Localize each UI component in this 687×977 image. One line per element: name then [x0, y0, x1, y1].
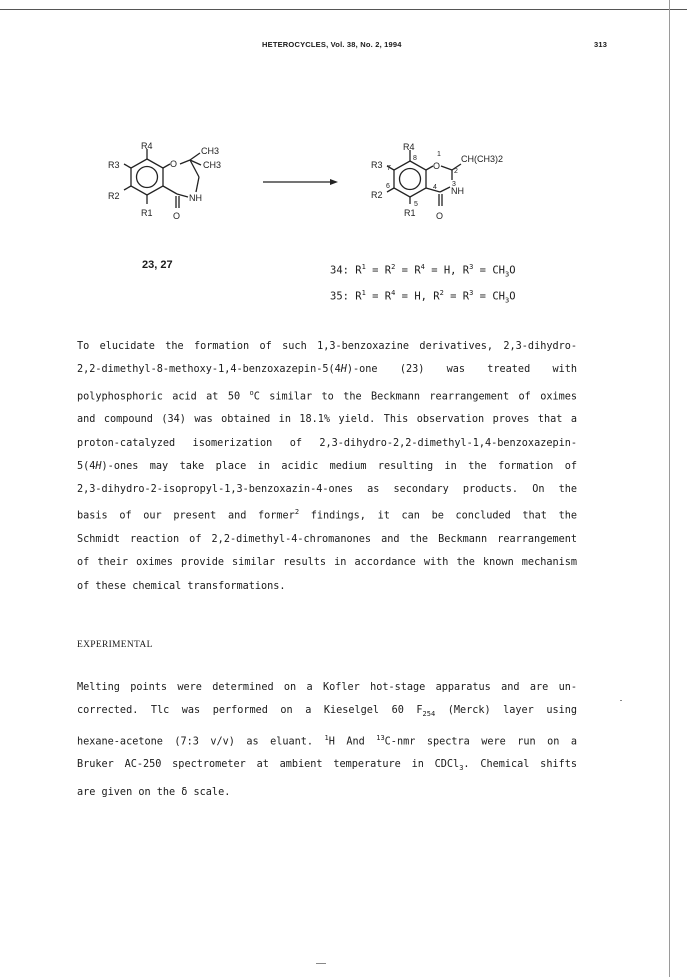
right-locant-4: 4 [433, 184, 437, 191]
aromatic-circle-right [400, 169, 421, 190]
right-label-nh: NH [451, 186, 464, 196]
left-label-nh: NH [189, 193, 202, 203]
compound-34-substituents: 34: $R^1 = R^2 = R^4 = H$, $R^3 = CH_3O$ [330, 263, 516, 279]
journal-citation: HETEROCYCLES, Vol. 38, No. 2, 1994 [262, 40, 402, 49]
text-line: 2,2-dimethyl-8-methoxy-1,4-benzoxazepin-5(4H)-one (23) was treated with [77, 364, 577, 376]
reaction-arrow [263, 179, 338, 185]
text-line: Bruker AC-250 spectrometer at ambient temperature in CDCl$_3$. Chemical shifts [77, 759, 577, 773]
right-locant-5: 5 [414, 201, 418, 208]
right-structure-labels [371, 142, 503, 221]
left-label-r3: R3 [108, 160, 120, 170]
reaction-scheme [0, 120, 687, 240]
experimental-paragraph [77, 676, 577, 804]
right-locant-8: 8 [413, 155, 417, 162]
text-line: of their oximes provide similar results in accordance with the known mechanism [77, 557, 577, 569]
aromatic-circle-left [137, 167, 158, 188]
right-label-isopropyl: CH(CH3)2 [461, 154, 504, 164]
compound-34-number: 34: [330, 264, 349, 277]
left-label-methyl-a: CH3 [201, 146, 220, 156]
text-line: corrected. Tlc was performed on a Kieselgel 60 $F_{254}$ (Merck) layer using [77, 705, 578, 719]
text-line: Melting points were determined on a Kofler hot-stage apparatus and are un- [77, 682, 577, 693]
right-label-r1: R1 [404, 208, 416, 218]
text-line: and compound (34) was obtained in 18.1% yield. This observation proves that a [77, 414, 577, 426]
section-heading-experimental: EXPERIMENTAL [77, 640, 153, 650]
left-label-methyl-b: CH3 [203, 160, 222, 170]
right-locant-3: 3 [452, 181, 456, 188]
text-line: polyphosphoric acid at 50 $^o$C similar to the Beckmann rearrangement of oximes [77, 388, 577, 402]
page-number: 313 [594, 40, 608, 49]
left-label-r1: R1 [141, 208, 153, 218]
right-label-ring-oxygen: O [433, 161, 441, 171]
benzene-ring-left [131, 159, 163, 195]
right-locant-7: 7 [387, 165, 391, 172]
right-label-carbonyl-oxygen: O [436, 211, 444, 221]
left-label-ring-oxygen: O [170, 159, 178, 169]
scan-speck [620, 700, 622, 701]
compound-35-substituents: 35: $R^1 = R^4 = H$, $R^2 = R^3 = CH_3O$ [330, 289, 516, 305]
left-label-r4: R4 [141, 141, 153, 151]
left-structure-labels [108, 141, 221, 221]
running-header [0, 40, 687, 54]
page-top-rule [0, 9, 687, 10]
text-line: Schmidt reaction of 2,2-dimethyl-4-chromanones and the Beckmann rearrangement [77, 534, 577, 546]
right-locant-1: 1 [437, 151, 441, 158]
left-label-r2: R2 [108, 191, 120, 201]
right-locant-6: 6 [386, 183, 390, 190]
right-label-r3: R3 [371, 160, 383, 170]
text-line: proton-catalyzed isomerization of 2,3-dihydro-2,2-dimethyl-1,4-benzoxazepin- [77, 437, 577, 449]
left-label-carbonyl-oxygen: O [173, 211, 181, 221]
text-line: basis of our present and former$^2$ findings, it can be concluded that the [77, 508, 578, 522]
right-locant-2: 2 [454, 168, 458, 175]
left-compound-numbers: 23, 27 [142, 259, 173, 271]
text-line: are given on the δ scale. [77, 786, 231, 798]
text-line: 5(4H)-ones may take place in acidic medium resulting in the formation of [77, 460, 577, 472]
text-line: of these chemical transformations. [77, 580, 286, 592]
text-line: To elucidate the formation of such 1,3-benzoxazine derivatives, 2,3-dihydro- [77, 341, 577, 352]
compound-35-number: 35: [330, 290, 349, 303]
text-line: hexane-acetone (7:3 v/v) as eluant. $^1$H And $^{13}$C-nmr spectra were run on a [77, 733, 577, 748]
benzoxazinone-structure [387, 150, 461, 206]
footer-dash [316, 963, 326, 964]
text-line: 2,3-dihydro-2-isopropyl-1,3-benzoxazin-4-ones as secondary products. On the [77, 484, 577, 496]
benzene-ring-right [394, 161, 426, 197]
right-label-r4: R4 [403, 142, 415, 152]
discussion-paragraph [77, 335, 577, 598]
right-label-r2: R2 [371, 190, 383, 200]
